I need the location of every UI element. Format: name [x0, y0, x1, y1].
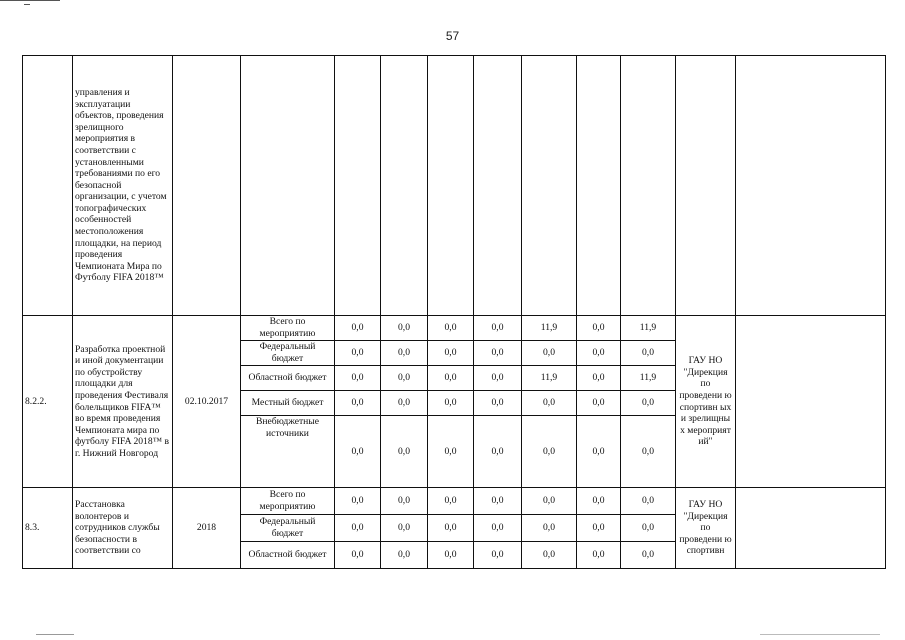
- row-name: Расстановка волонтеров и сотрудников службы безопасности в соответствии со: [73, 488, 173, 569]
- value-cell: 0,0: [428, 542, 474, 569]
- cont-value-cell: [522, 56, 577, 316]
- row-date: 02.10.2017: [173, 316, 241, 488]
- scan-mark-top: [0, 0, 60, 1]
- source-label: Областной бюджет: [241, 366, 335, 391]
- value-cell: 0,0: [335, 316, 381, 341]
- value-cell: 0,0: [381, 391, 428, 416]
- value-cell: 11,9: [522, 316, 577, 341]
- table-row-8-2-2-total: [23, 316, 886, 341]
- value-cell: 0,0: [522, 488, 577, 515]
- value-cell: 0,0: [335, 391, 381, 416]
- value-cell: 0,0: [335, 515, 381, 542]
- value-cell: 0,0: [621, 488, 676, 515]
- value-cell: 0,0: [335, 488, 381, 515]
- cont-responsible-cell: [676, 56, 736, 316]
- value-cell: 0,0: [428, 515, 474, 542]
- table-row-continuation: [23, 56, 886, 316]
- value-cell: 0,0: [474, 366, 522, 391]
- table-row-8-3-total: [23, 488, 886, 515]
- value-cell: 0,0: [621, 416, 676, 488]
- cont-value-cell: [474, 56, 522, 316]
- source-label: Всего по мероприятию: [241, 316, 335, 341]
- page-number: 57: [445, 29, 460, 43]
- value-cell: 11,9: [621, 316, 676, 341]
- cont-date-cell: [173, 56, 241, 316]
- value-cell: 0,0: [474, 488, 522, 515]
- value-cell: 0,0: [621, 341, 676, 366]
- value-cell: 0,0: [577, 416, 621, 488]
- value-cell: 0,0: [577, 488, 621, 515]
- cont-name-cell: [73, 56, 173, 316]
- value-cell: 0,0: [335, 416, 381, 488]
- value-cell: 0,0: [428, 391, 474, 416]
- value-cell: 0,0: [474, 391, 522, 416]
- value-cell: 0,0: [522, 515, 577, 542]
- cont-value-cell: [428, 56, 474, 316]
- row-code: 8.2.2.: [23, 316, 73, 488]
- responsible-executor: ГАУ НО "Дирекция по проведени ю спортивн: [676, 488, 736, 569]
- value-cell: 0,0: [522, 416, 577, 488]
- value-cell: 0,0: [522, 341, 577, 366]
- value-cell: 0,0: [577, 341, 621, 366]
- value-cell: 0,0: [428, 488, 474, 515]
- value-cell: 11,9: [522, 366, 577, 391]
- value-cell: 0,0: [522, 391, 577, 416]
- value-cell: 0,0: [474, 542, 522, 569]
- value-cell: 0,0: [621, 542, 676, 569]
- responsible-executor: ГАУ НО "Дирекция по проведени ю спортивн ых и зрелищны х мероприят ий": [676, 316, 736, 488]
- value-cell: 0,0: [428, 316, 474, 341]
- notes-cell: [736, 488, 886, 569]
- cont-value-cell: [381, 56, 428, 316]
- scan-mark-bottom-right: [760, 634, 880, 635]
- value-cell: 0,0: [577, 391, 621, 416]
- value-cell: 0,0: [621, 391, 676, 416]
- cont-source-cell: [241, 56, 335, 316]
- value-cell: 0,0: [335, 366, 381, 391]
- value-cell: 11,9: [621, 366, 676, 391]
- value-cell: 0,0: [335, 542, 381, 569]
- value-cell: 0,0: [474, 316, 522, 341]
- cont-notes-cell: [736, 56, 886, 316]
- value-cell: 0,0: [381, 341, 428, 366]
- value-cell: 0,0: [577, 542, 621, 569]
- value-cell: 0,0: [381, 542, 428, 569]
- value-cell: 0,0: [577, 515, 621, 542]
- value-cell: 0,0: [474, 515, 522, 542]
- source-label: Федеральный бюджет: [241, 341, 335, 366]
- value-cell: 0,0: [522, 542, 577, 569]
- value-cell: 0,0: [428, 366, 474, 391]
- value-cell: 0,0: [381, 515, 428, 542]
- row-name: Разработка проектной и иной документации по обустройству площадки для проведения Фестиваля болельщиков FIFA™ во время проведения Чемпионата мира по футболу FIFA 2018™ в г. Нижний Новгород: [73, 316, 173, 488]
- scan-mark-top-small: [24, 4, 30, 5]
- cont-code-cell: [23, 56, 73, 316]
- value-cell: 0,0: [428, 416, 474, 488]
- scan-mark-bottom-left: [36, 634, 74, 635]
- source-label: Внебюджетные источники: [241, 416, 335, 488]
- value-cell: 0,0: [621, 515, 676, 542]
- source-label: Федеральный бюджет: [241, 515, 335, 542]
- value-cell: 0,0: [577, 366, 621, 391]
- value-cell: 0,0: [381, 316, 428, 341]
- cont-value-cell: [621, 56, 676, 316]
- source-label: Местный бюджет: [241, 391, 335, 416]
- value-cell: 0,0: [381, 366, 428, 391]
- value-cell: 0,0: [474, 341, 522, 366]
- source-label: Всего по мероприятию: [241, 488, 335, 515]
- value-cell: 0,0: [428, 341, 474, 366]
- value-cell: 0,0: [381, 488, 428, 515]
- value-cell: 0,0: [577, 316, 621, 341]
- value-cell: 0,0: [381, 416, 428, 488]
- notes-cell: [736, 316, 886, 488]
- value-cell: 0,0: [335, 341, 381, 366]
- value-cell: 0,0: [474, 416, 522, 488]
- program-table: [22, 55, 886, 569]
- row-date: 2018: [173, 488, 241, 569]
- cont-value-cell: [577, 56, 621, 316]
- row-code: 8.3.: [23, 488, 73, 569]
- cont-value-cell: [335, 56, 381, 316]
- cont-name-text: управления и эксплуатации объектов, проведения зрелищного мероприятия в соответствии с установленными требованиями по его безопасной организации, с учетом топографических особенностей местоположения площадки, на период проведения Чемпионата Мира по Футболу FIFA 2018™: [75, 86, 167, 284]
- source-label: Областной бюджет: [241, 542, 335, 569]
